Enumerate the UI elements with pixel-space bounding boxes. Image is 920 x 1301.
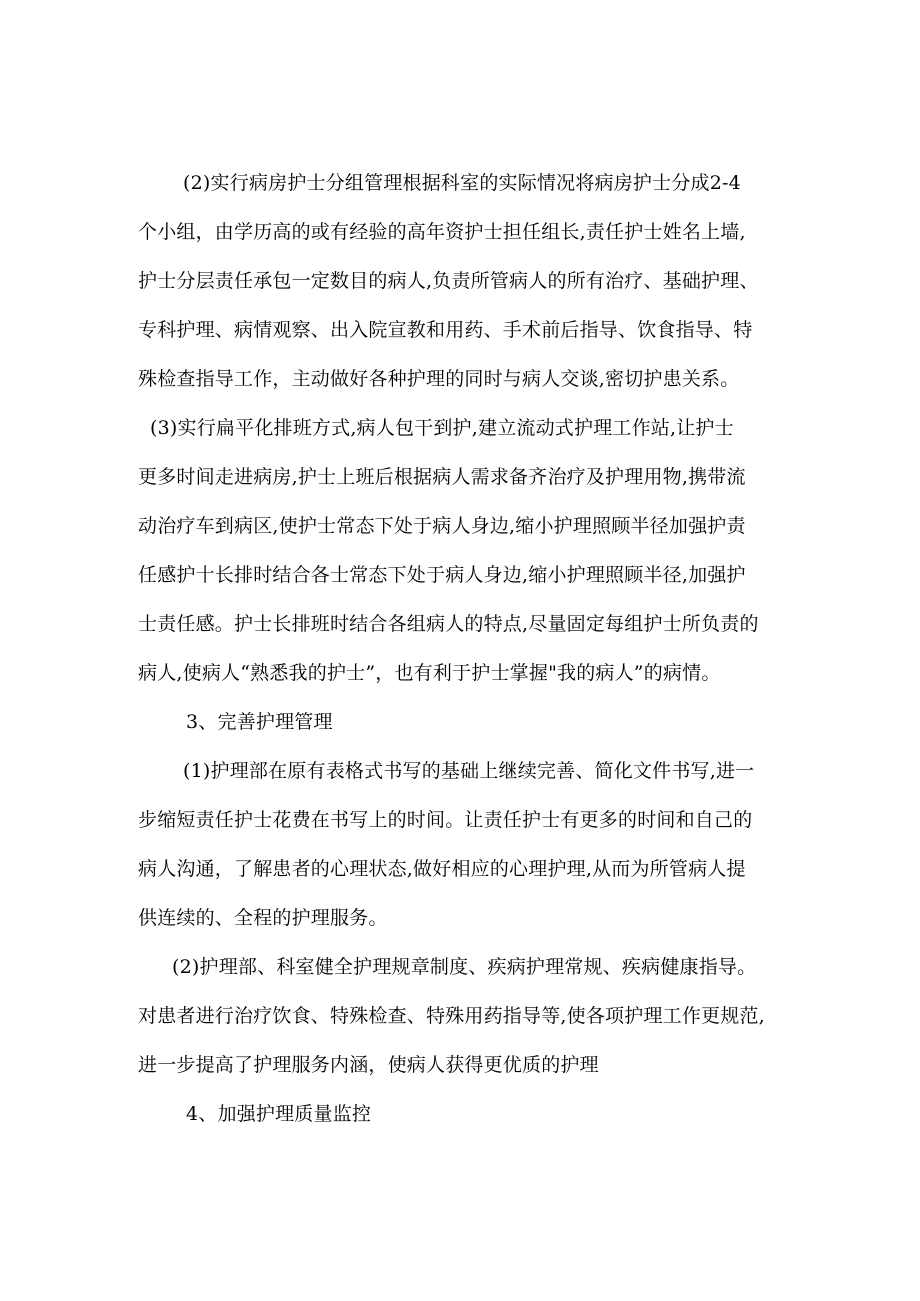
text-line: 更多时间走进病房,护士上班后根据病人需求备齐治疗及护理用物,携带流: [138, 466, 746, 488]
section-heading: 3、完善护理管理: [186, 711, 333, 733]
text-line: 病人,使病人“熟悉我的护士”，也有利于护士掌握"我的病人”的病情。: [138, 662, 721, 684]
text-line: 对患者进行治疗饮食、特殊检查、特殊用药指导等,使各项护理工作更规范,: [138, 1005, 765, 1027]
text-line: 护士分层责任承包一定数目的病人,负责所管病人的所有治疗、基础护理、: [138, 270, 759, 292]
text-line: 任感护十长排时结合各士常态下处于病人身边,缩小护理照顾半径,加强护: [138, 564, 746, 586]
text-line: (1)护理部在原有表格式书写的基础上继续完善、简化文件书写,进一: [183, 760, 755, 782]
section-heading: 4、加强护理质量监控: [186, 1103, 372, 1125]
text-line: 病人沟通，了解患者的心理状态,做好相应的心理护理,从而为所管病人提: [138, 858, 746, 880]
text-line: 个小组，由学历高的或有经验的高年资护士担任组长,责任护士姓名上墙,: [138, 221, 746, 243]
text-line: 进一步提高了护理服务内涵，使病人获得更优质的护理: [138, 1054, 599, 1076]
text-line: 专科护理、病情观察、出入院宣教和用药、手术前后指导、饮食指导、特: [138, 319, 753, 341]
text-line: (2)实行病房护士分组管理根据科室的实际情况将病房护士分成2-4: [183, 172, 741, 194]
text-line: (2)护理部、科室健全护理规章制度、疾病护理常规、疾病健康指导。: [172, 956, 757, 978]
text-line: 殊检查指导工作，主动做好各种护理的同时与病人交谈,密切护患关系。: [138, 368, 740, 390]
text-line: 供连续的、全程的护理服务。: [138, 907, 388, 929]
text-line: (3)实行扁平化排班方式,病人包干到护,建立流动式护理工作站,让护士: [150, 417, 734, 439]
text-line: 步缩短责任护士花费在书写上的时间。让责任护士有更多的时间和自己的: [138, 809, 753, 831]
text-line: 动治疗车到病区,使护士常态下处于病人身边,缩小护理照顾半径加强护责: [138, 515, 746, 537]
text-line: 士责任感。护士长排班时结合各组病人的特点,尽量固定每组护士所负责的: [138, 613, 759, 635]
